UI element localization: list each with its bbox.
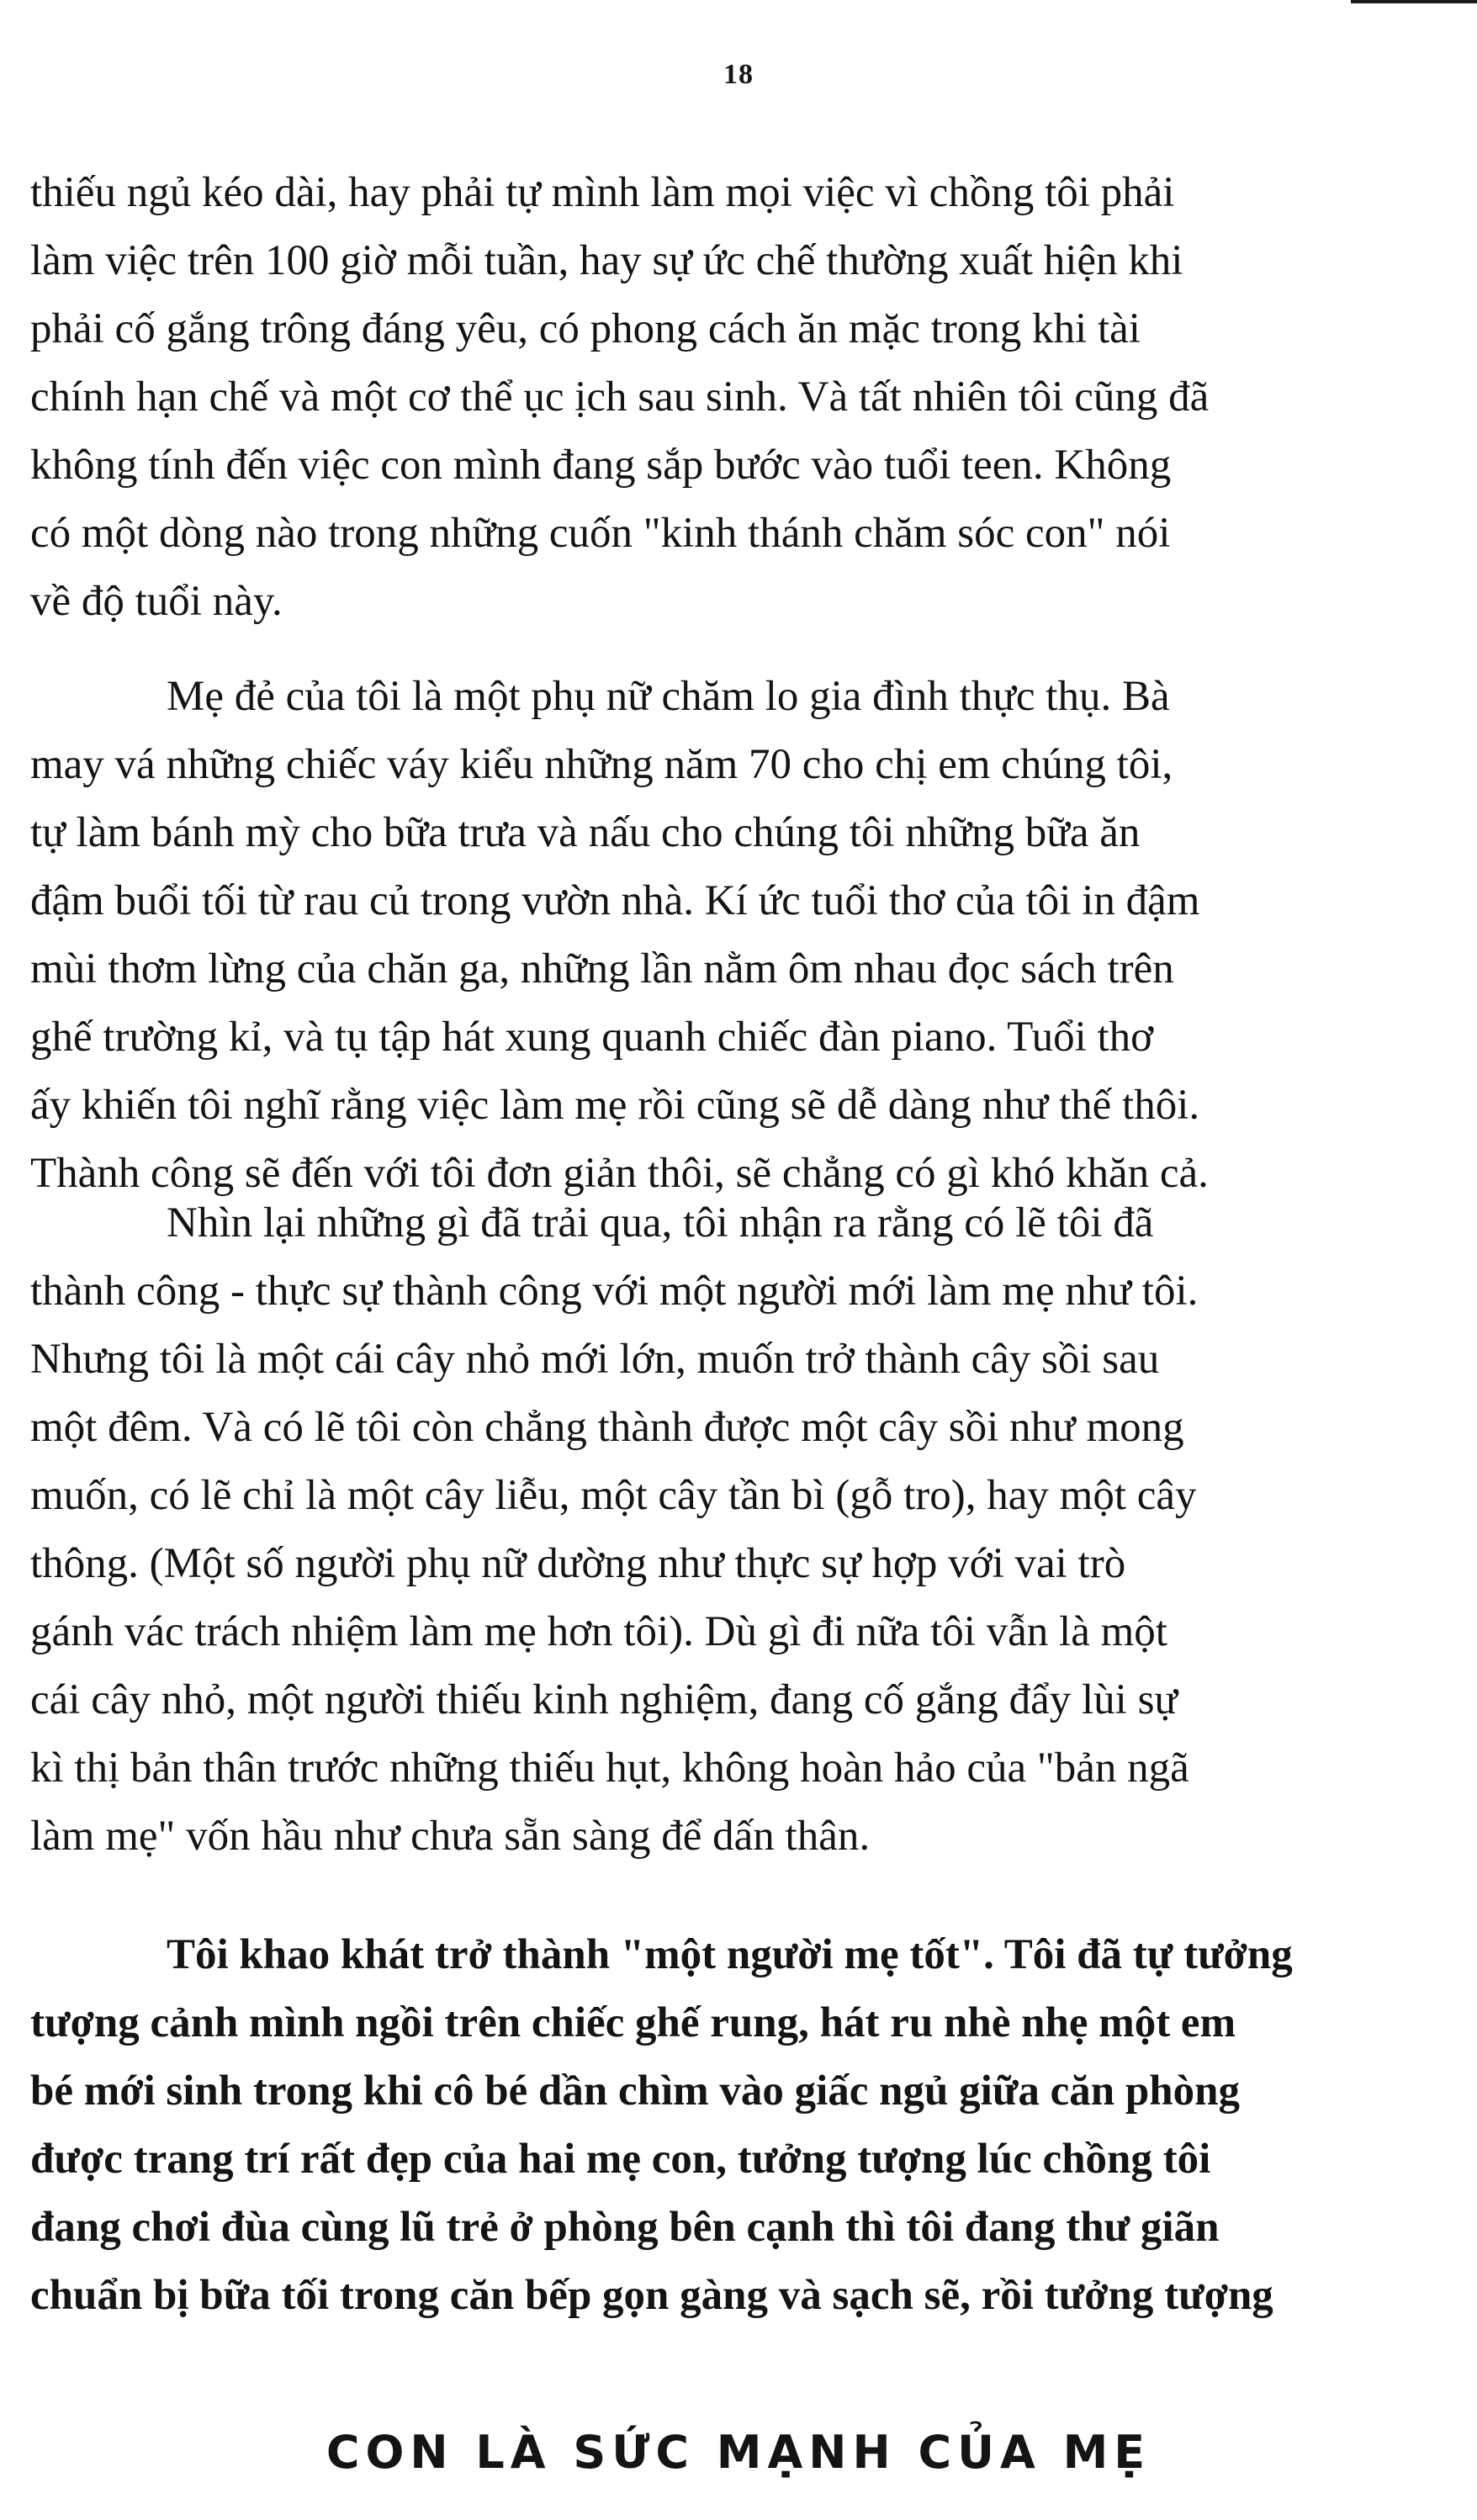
paragraph-line: thành công - thực sự thành công với một người mới làm mẹ như tôi.	[30, 1268, 1199, 1315]
paragraph-line: Nhưng tôi là một cái cây nhỏ mới lớn, muốn trở thành cây sồi sau	[30, 1336, 1160, 1383]
paragraph-line: tự làm bánh mỳ cho bữa trưa và nấu cho chúng tôi những bữa ăn	[30, 809, 1141, 856]
paragraph-line: một đêm. Và có lẽ tôi còn chẳng thành được một cây sồi như mong	[30, 1404, 1184, 1451]
top-edge-rule	[1351, 0, 1477, 3]
paragraph-1	[30, 159, 1398, 636]
paragraph-line: muốn, có lẽ chỉ là một cây liễu, một cây tần bì (gỗ tro), hay một cây	[30, 1472, 1197, 1519]
paragraph-line: làm việc trên 100 giờ mỗi tuần, hay sự ức chế thường xuất hiện khi	[30, 237, 1183, 284]
paragraph-line: đậm buổi tối từ rau củ trong vườn nhà. Kí ức tuổi thơ của tôi in đậm	[30, 877, 1200, 924]
paragraph-line: kì thị bản thân trước những thiếu hụt, không hoàn hảo của "bản ngã	[30, 1744, 1189, 1792]
paragraph-2	[30, 663, 1398, 1208]
paragraph-line: Mẹ đẻ của tôi là một phụ nữ chăm lo gia đình thực thụ. Bà	[167, 673, 1170, 720]
paragraph-line: Thành công sẽ đến với tôi đơn giản thôi, sẽ chẳng có gì khó khăn cả.	[30, 1150, 1209, 1197]
page-number: 18	[723, 59, 754, 90]
paragraph-line: bé mới sinh trong khi cô bé dần chìm vào giấc ngủ giữa căn phòng	[30, 2067, 1241, 2115]
paragraph-line: đang chơi đùa cùng lũ trẻ ở phòng bên cạnh thì tôi đang thư giãn	[30, 2204, 1220, 2251]
paragraph-line: phải cố gắng trông đáng yêu, có phong cách ăn mặc trong khi tài	[30, 305, 1141, 352]
paragraph-line: chuẩn bị bữa tối trong căn bếp gọn gàng và sạch sẽ, rồi tưởng tượng	[30, 2272, 1273, 2319]
paragraph-line: làm mẹ" vốn hầu như chưa sẵn sàng để dấn thân.	[30, 1813, 871, 1860]
paragraph-line: mùi thơm lừng của chăn ga, những lần nằm ôm nhau đọc sách trên	[30, 945, 1174, 993]
paragraph-line: cái cây nhỏ, một người thiếu kinh nghiệm, đang cố gắng đẩy lùi sự	[30, 1676, 1178, 1723]
paragraph-line: tượng cảnh mình ngồi trên chiếc ghế rung, hát ru nhè nhẹ một em	[30, 1999, 1236, 2046]
paragraph-line: không tính đến việc con mình đang sắp bước vào tuổi teen. Không	[30, 442, 1172, 489]
paragraph-line: Tôi khao khát trở thành "một người mẹ tốt". Tôi đã tự tưởng	[167, 1931, 1293, 1978]
paragraph-line: Nhìn lại những gì đã trải qua, tôi nhận ra rằng có lẽ tôi đã	[167, 1199, 1154, 1247]
paragraph-4	[30, 1921, 1398, 2330]
paragraph-line: có một dòng nào trong những cuốn "kinh thánh chăm sóc con" nói	[30, 510, 1171, 557]
paragraph-line: may vá những chiếc váy kiểu những năm 70 cho chị em chúng tôi,	[30, 741, 1173, 788]
paragraph-line: thiếu ngủ kéo dài, hay phải tự mình làm mọi việc vì chồng tôi phải	[30, 169, 1175, 216]
paragraph-line: về độ tuổi này.	[30, 578, 283, 625]
paragraph-3	[30, 1189, 1398, 1871]
paragraph-line: ghế trường kỉ, và tụ tập hát xung quanh chiếc đàn piano. Tuổi thơ	[30, 1014, 1154, 1061]
paragraph-line: được trang trí rất đẹp của hai mẹ con, tưởng tượng lúc chồng tôi	[30, 2136, 1211, 2183]
paragraph-line: thông. (Một số người phụ nữ dường như thực sự hợp với vai trò	[30, 1540, 1126, 1587]
paragraph-line: chính hạn chế và một cơ thể ục ịch sau sinh. Và tất nhiên tôi cũng đã	[30, 373, 1210, 421]
paragraph-line: gánh vác trách nhiệm làm mẹ hơn tôi). Dù gì đi nữa tôi vẫn là một	[30, 1608, 1167, 1655]
paragraph-line: ấy khiến tôi nghĩ rằng việc làm mẹ rồi cũng sẽ dễ dàng như thế thôi.	[30, 1082, 1200, 1129]
running-footer-title: CON LÀ SỨC MẠNH CỦA MẸ	[326, 2426, 1151, 2479]
